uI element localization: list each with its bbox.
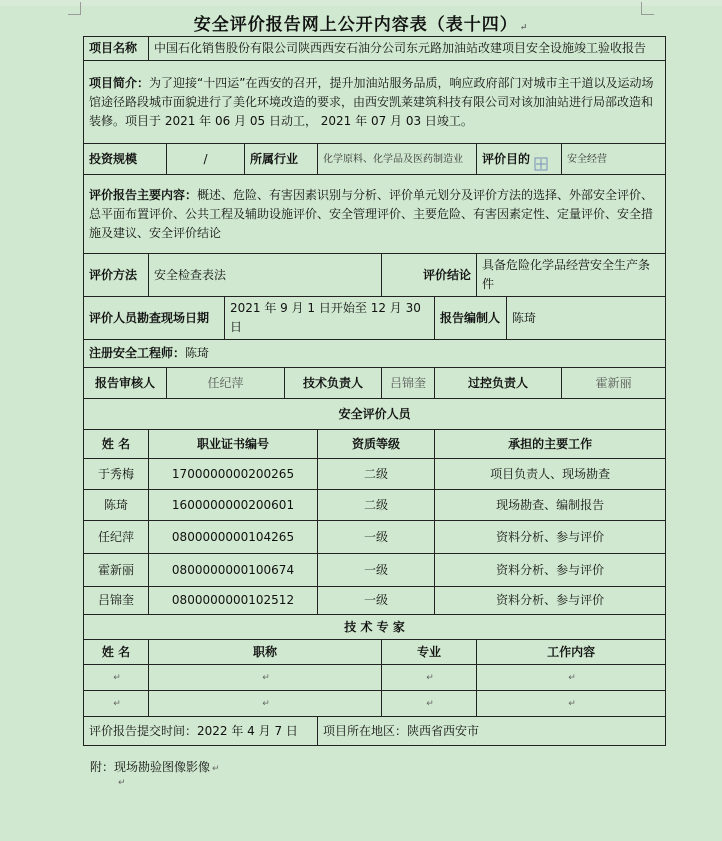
- col-level-header: 资质等级: [318, 430, 435, 459]
- col-work-header: 承担的主要工作: [435, 430, 666, 459]
- personnel-row: [84, 554, 666, 587]
- person-name: 霍新丽: [84, 554, 149, 587]
- expert-title: ↵: [149, 665, 382, 691]
- conclusion-value: 具备危险化学品经营安全生产条件: [477, 254, 666, 297]
- conclusion-label: 评价结论: [382, 254, 477, 297]
- review-value: 任纪萍: [167, 368, 285, 399]
- expert-name: ↵: [84, 691, 149, 717]
- tech-label: 技术负责人: [285, 368, 382, 399]
- table-move-handle-icon[interactable]: [533, 156, 549, 172]
- person-work: 资料分析、参与评价: [435, 587, 666, 615]
- person-name: 任纪萍: [84, 521, 149, 554]
- person-level: 二级: [318, 490, 435, 521]
- person-name: 陈琦: [84, 490, 149, 521]
- person-work: 项目负责人、现场勘查: [435, 459, 666, 490]
- person-level: 一级: [318, 587, 435, 615]
- investment-label: 投资规模: [84, 144, 167, 175]
- expert-col-name: 姓 名: [84, 640, 149, 665]
- expert-row: [84, 691, 666, 717]
- report-table: [83, 36, 666, 746]
- person-level: 二级: [318, 459, 435, 490]
- personnel-row: [84, 459, 666, 490]
- person-work: 资料分析、参与评价: [435, 521, 666, 554]
- expert-col-title: 职称: [149, 640, 382, 665]
- project-name-row: [84, 37, 666, 61]
- expert-work: ↵: [477, 691, 666, 717]
- experts-header-row: [84, 640, 666, 665]
- industry-value: 化学原料、化学品及医药制造业: [318, 144, 477, 175]
- person-level: 一级: [318, 521, 435, 554]
- person-cert: 0800000000100674: [149, 554, 318, 587]
- expert-major: ↵: [382, 691, 477, 717]
- person-cert: 0800000000102512: [149, 587, 318, 615]
- end-paragraph-mark: ↵: [118, 778, 126, 788]
- industry-label: 所属行业: [245, 144, 318, 175]
- reviewers-row: [84, 368, 666, 399]
- project-name-value: 中国石化销售股份有限公司陕西西安石油分公司东元路加油站改建项目安全设施竣工验收报告: [149, 37, 666, 61]
- person-level: 一级: [318, 554, 435, 587]
- personnel-heading-row: [84, 399, 666, 430]
- experts-heading: 技 术 专 家: [84, 615, 666, 640]
- expert-work: ↵: [477, 665, 666, 691]
- engineer-row: [84, 340, 666, 368]
- region-cell: 项目所在地区：陕西省西安市: [318, 717, 666, 746]
- footnote: 附：现场勘验图像影像 ↵: [90, 760, 220, 774]
- person-name: 吕锦奎: [84, 587, 149, 615]
- method-label: 评价方法: [84, 254, 149, 297]
- review-label: 报告审核人: [84, 368, 167, 399]
- page-title: 安全评价报告网上公开内容表（表十四） ↵: [193, 15, 529, 35]
- expert-major: ↵: [382, 665, 477, 691]
- investment-row: [84, 144, 666, 175]
- col-name-header: 姓 名: [84, 430, 149, 459]
- process-label: 过控负责人: [435, 368, 562, 399]
- purpose-label: 评价目的: [477, 144, 562, 175]
- personnel-row: [84, 521, 666, 554]
- person-work: 现场勘查、编制报告: [435, 490, 666, 521]
- method-row: [84, 254, 666, 297]
- personnel-heading: 安全评价人员: [84, 399, 666, 430]
- main-content-row: [84, 175, 666, 254]
- survey-label: 评价人员勘查现场日期: [84, 297, 225, 340]
- personnel-row: [84, 490, 666, 521]
- compiler-value: 陈琦: [507, 297, 666, 340]
- project-intro-row: [84, 61, 666, 144]
- expert-col-work: 工作内容: [477, 640, 666, 665]
- purpose-value: 安全经营: [562, 144, 666, 175]
- survey-row: [84, 297, 666, 340]
- person-cert: 1700000000200265: [149, 459, 318, 490]
- top-border: [0, 0, 722, 6]
- project-intro-cell: 项目简介：为了迎接“十四运”在西安的召开，提升加油站服务品质，响应政府部门对城市主干道以及运动场馆途径路段城市面貌进行了美化环境改造的要求，由西安凯莱建筑科技有限公司对该加油站进行局部改造和装修。项目于 2021 年 06 月 05 日动工， 2021 年 07 月 03 日竣工。: [84, 61, 666, 144]
- project-name-label: 项目名称: [84, 37, 149, 61]
- submit-cell: 评价报告提交时间：2022 年 4 月 7 日: [84, 717, 318, 746]
- col-cert-header: 职业证书编号: [149, 430, 318, 459]
- person-name: 于秀梅: [84, 459, 149, 490]
- investment-value: /: [167, 144, 245, 175]
- expert-row: [84, 665, 666, 691]
- survey-value: 2021 年 9 月 1 日开始至 12 月 30 日: [225, 297, 435, 340]
- personnel-row: [84, 587, 666, 615]
- expert-title: ↵: [149, 691, 382, 717]
- expert-name: ↵: [84, 665, 149, 691]
- personnel-header-row: [84, 430, 666, 459]
- experts-heading-row: [84, 615, 666, 640]
- expert-col-major: 专业: [382, 640, 477, 665]
- tech-value: 吕锦奎: [382, 368, 435, 399]
- person-cert: 0800000000104265: [149, 521, 318, 554]
- process-value: 霍新丽: [562, 368, 666, 399]
- compiler-label: 报告编制人: [435, 297, 507, 340]
- person-work: 资料分析、参与评价: [435, 554, 666, 587]
- main-content-cell: 评价报告主要内容：概述、危险、有害因素识别与分析、评价单元划分及评价方法的选择、外部安全评价、总平面布置评价、公共工程及辅助设施评价、安全管理评价、主要危险、有害因素定性、定量评价、安全措施及建议、安全评价结论: [84, 175, 666, 254]
- person-cert: 1600000000200601: [149, 490, 318, 521]
- engineer-cell: 注册安全工程师：陈琦: [84, 340, 666, 368]
- method-value: 安全检查表法: [149, 254, 382, 297]
- submit-row: [84, 717, 666, 746]
